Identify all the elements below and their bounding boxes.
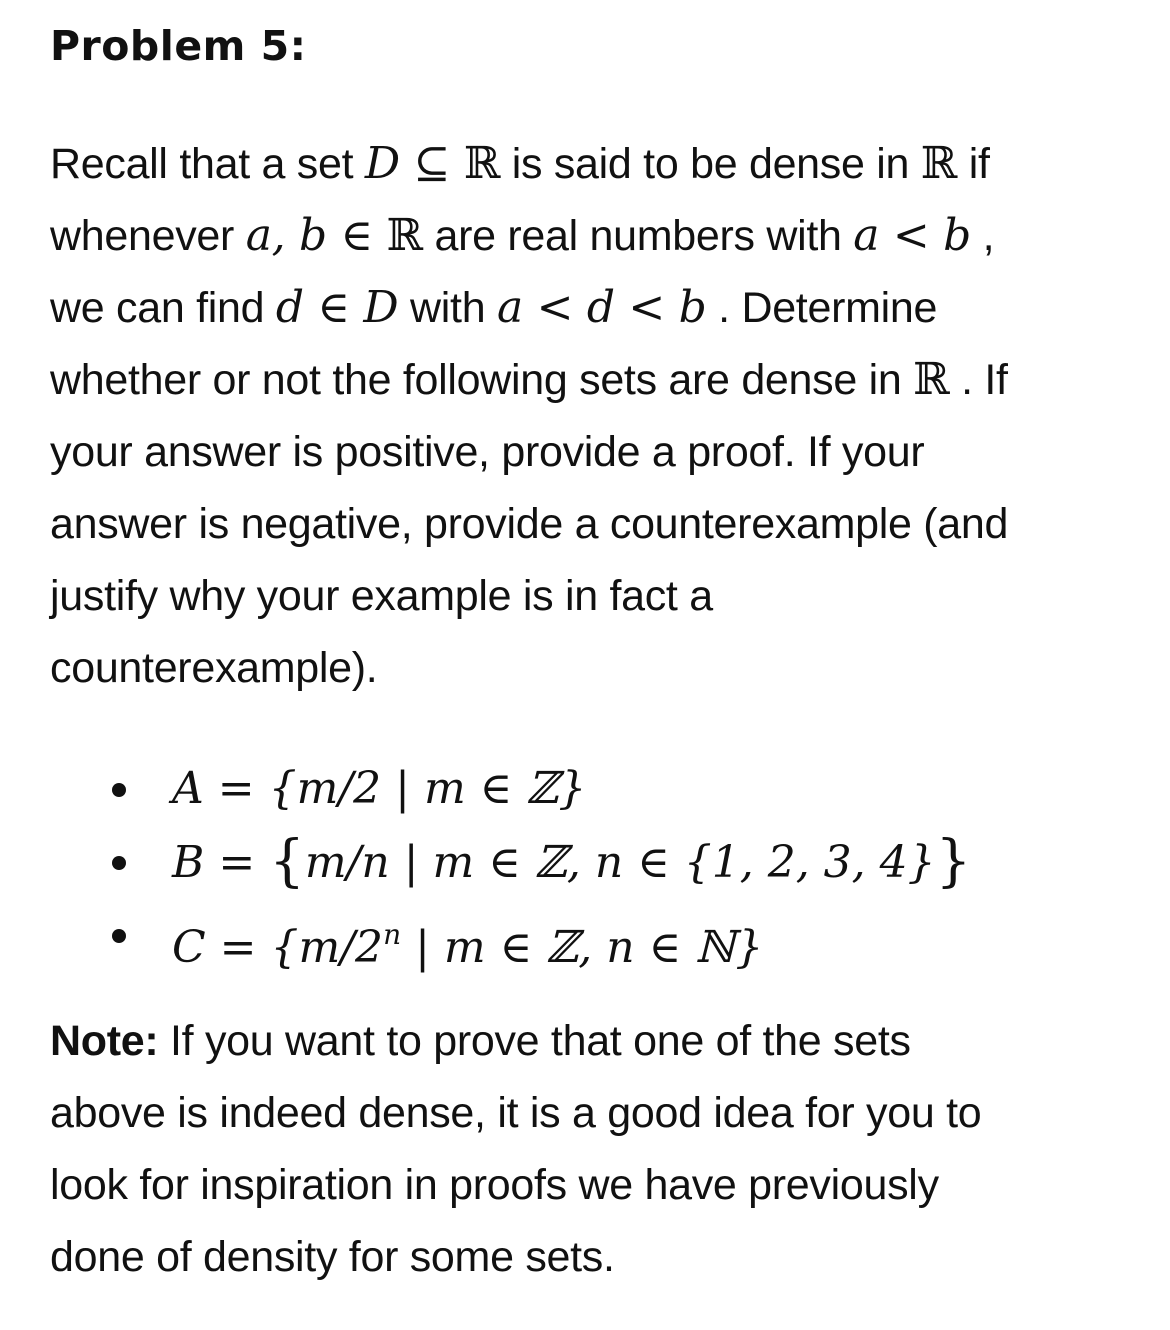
problem-statement <box>50 128 1140 704</box>
set-list <box>110 752 971 971</box>
statement-line-7: justify why your example is in fact a <box>50 572 713 620</box>
note-line-4: done of density for some sets. <box>50 1233 615 1281</box>
problem-title: Problem 5: <box>50 22 307 70</box>
statement-line-6: answer is negative, provide a counterexample (and <box>50 500 1009 548</box>
bullet-icon <box>112 856 126 870</box>
statement-line-1: Recall that a set D ⊆ ℝ is said to be dense in ℝ if <box>50 138 990 189</box>
statement-line-4: whether or not the following sets are dense in ℝ . If <box>50 354 1008 405</box>
statement-line-3: we can find d ∈ D with a < d < b . Determine <box>50 282 938 333</box>
bullet-icon <box>112 929 126 943</box>
note-line-2: above is indeed dense, it is a good idea for you to <box>50 1089 982 1137</box>
set-item-a: A = {m/2 | m ∈ ℤ} <box>110 752 971 825</box>
statement-line-5: your answer is positive, provide a proof. If your <box>50 428 925 476</box>
statement-line-2: whenever a, b ∈ ℝ are real numbers with a < b , <box>50 210 995 261</box>
set-item-b: B = {m/n | m ∈ ℤ, n ∈ {1, 2, 3, 4}} <box>110 825 971 898</box>
note-line-3: look for inspiration in proofs we have previously <box>50 1161 939 1209</box>
note-line-1: Note: If you want to prove that one of the sets <box>50 1017 911 1065</box>
statement-line-8: counterexample). <box>50 644 378 692</box>
note-label: Note: <box>50 1017 159 1065</box>
bullet-icon <box>112 783 126 797</box>
set-item-c: $C = \{m/2^n$ | m ∈ ℤ, n ∈ ℕ} <box>110 898 971 971</box>
note-paragraph <box>50 1005 1140 1293</box>
